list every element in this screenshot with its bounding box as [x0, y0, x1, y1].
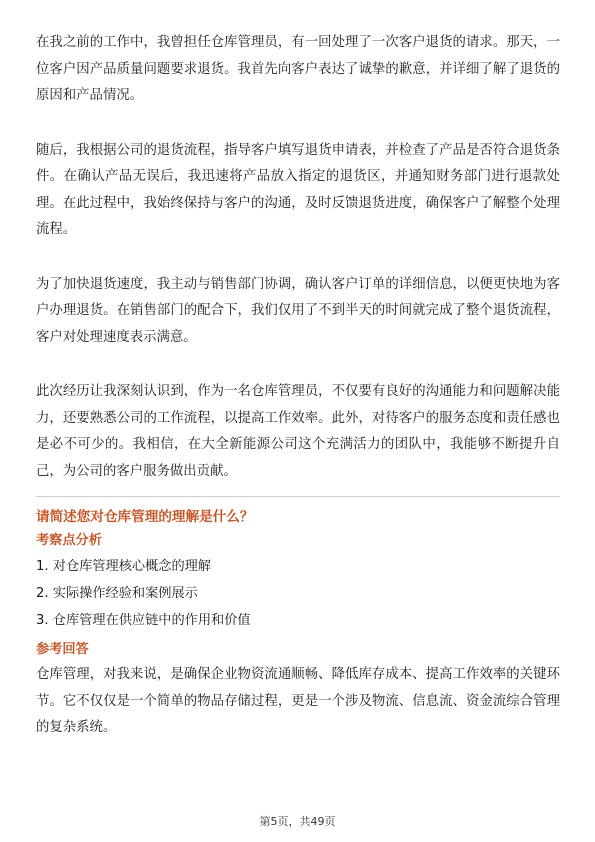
body-paragraph-2: 随后，我根据公司的退货流程，指导客户填写退货申请表，并检查了产品是否符合退货条件。在确认产品无误后，我迅速将产品放入指定的退货区，并通知财务部门进行退款处理。在此过程中，我始终保持与客户的沟通，及时反馈退货进度，确保客户了解整个处理流程。: [36, 142, 560, 237]
answer-text: 仓库管理，对我来说，是确保企业物资流通顺畅、降低库存成本、提高工作效率的关键环节。它不仅仅是一个简单的物品存储过程，更是一个涉及物流、信息流、资金流综合管理的复杂系统。: [36, 667, 560, 735]
section-divider: [36, 496, 560, 497]
analysis-heading: 考察点分析: [36, 533, 102, 548]
analysis-point-1: 1. 对仓库管理核心概念的理解: [36, 559, 212, 574]
question-heading: 请简述您对仓库管理的理解是什么？: [36, 509, 254, 525]
page-number-footer: 第5页，共49页: [259, 815, 336, 828]
analysis-point-3: 3. 仓库管理在供应链中的作用和价值: [36, 613, 251, 628]
body-paragraph-1: 在我之前的工作中，我曾担任仓库管理员，有一回处理了一次客户退货的请求。那天，一位客户因产品质量问题要求退货。我首先向客户表达了诚挚的歉意，并详细了解了退货的原因和产品情况。: [36, 35, 560, 103]
body-paragraph-3: 为了加快退货速度，我主动与销售部门协调，确认客户订单的详细信息，以便更快地为客户办理退货。在销售部门的配合下，我们仅用了不到半天的时间就完成了整个退货流程，客户对处理速度表示满意。: [36, 276, 560, 345]
answer-heading: 参考回答: [36, 642, 89, 657]
analysis-point-2: 2. 实际操作经验和案例展示: [36, 586, 198, 601]
body-paragraph-4: 此次经历让我深刻认识到，作为一名仓库管理员，不仅要有良好的沟通能力和问题解决能力，还要熟悉公司的工作流程，以提高工作效率。此外，对待客户的服务态度和责任感也是必不可少的。我相信，在大全新能源公司这个充满活力的团队中，我能够不断提升自己，为公司的客户服务做出贡献。: [36, 384, 560, 479]
document-page: [36, 30, 560, 742]
